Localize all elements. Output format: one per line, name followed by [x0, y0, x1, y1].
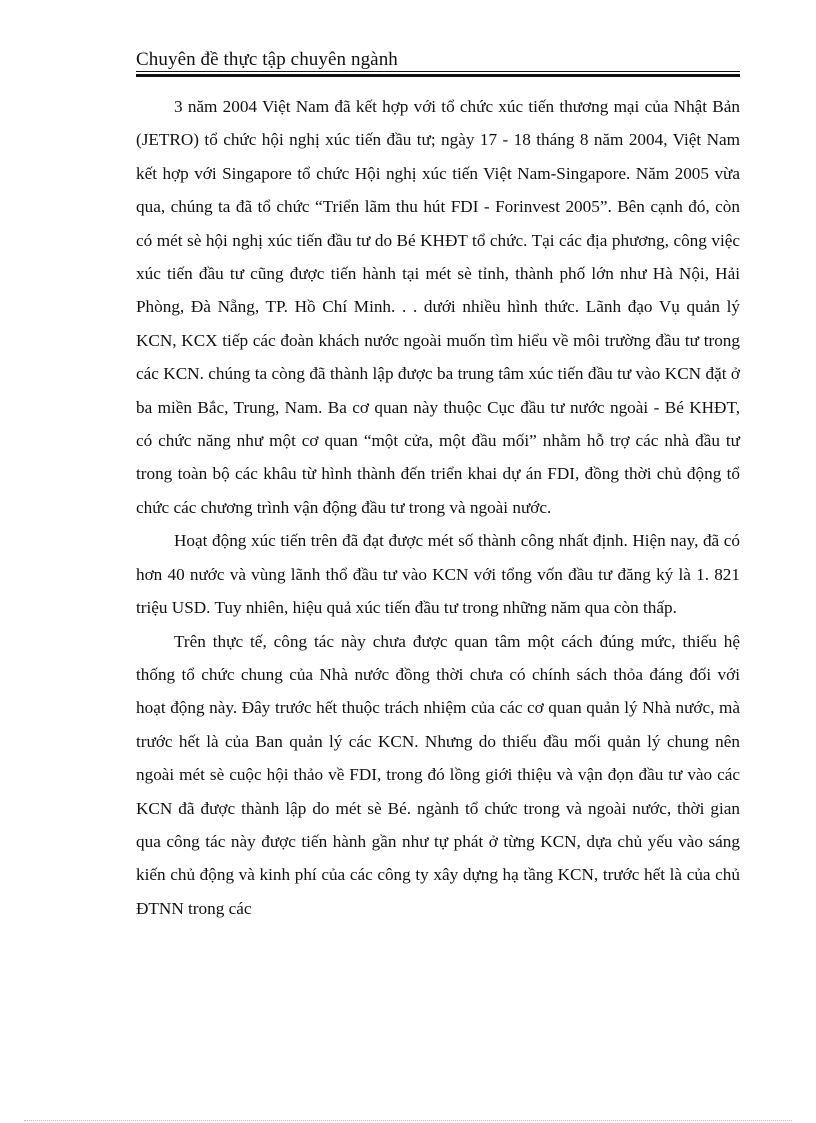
- page-header: [136, 48, 740, 72]
- header-rule-thick: [136, 74, 740, 77]
- header-rule-thin: [136, 71, 740, 72]
- paragraph-1: 3 năm 2004 Việt Nam đã kết hợp với tổ chức xúc tiến thương mại của Nhật Bản (JETRO) tổ chức hội nghị xúc tiến đầu tư; ngày 17 - 18 tháng 8 năm 2004, Việt Nam kết hợp với Singapore tổ chức Hội nghị xúc tiến Việt Nam-Singapore. Năm 2005 vừa qua, chúng ta đã tổ chức “Triển lãm thu hút FDI - Forinvest 2005”. Bên cạnh đó, còn có mét sè hội nghị xúc tiến đầu tư do Bé KHĐT tổ chức. Tại các địa phương, công việc xúc tiến đầu tư cũng được tiến hành tại mét sè tỉnh, thành phố lớn như Hà Nội, Hải Phòng, Đà Nẵng, TP. Hồ Chí Minh. . . dưới nhiều hình thức. Lãnh đạo Vụ quản lý KCN, KCX tiếp các đoàn khách nước ngoài muốn tìm hiểu về môi trường đầu tư trong các KCN. chúng ta còng đã thành lập được ba trung tâm xúc tiến đầu tư vào KCN đặt ở ba miền Bắc, Trung, Nam. Ba cơ quan này thuộc Cục đầu tư nước ngoài - Bé KHĐT, có chức năng như một cơ quan “một cửa, một đầu mối” nhằm hỗ trợ các nhà đầu tư trong toàn bộ các khâu từ hình thành đến triển khai dự án FDI, đồng thời chủ động tổ chức các chương trình vận động đầu tư trong và ngoài nước.: [136, 97, 740, 517]
- paragraph-3: Trên thực tế, công tác này chưa được quan tâm một cách đúng mức, thiếu hệ thống tổ chức chung của Nhà nước đồng thời chưa có chính sách thỏa đáng đối với hoạt động này. Đây trước hết thuộc trách nhiệm của các cơ quan quản lý Nhà nước, mà trước hết là của Ban quản lý các KCN. Nhưng do thiếu đầu mối quản lý chung nên ngoài mét sè cuộc hội thảo về FDI, trong đó lồng giới thiệu và vận đọn đầu tư vào các KCN đã được thành lập do mét sè Bé. ngành tổ chức trong và ngoài nước, thời gian qua công tác này được tiến hành gần như tự phát ở từng KCN, dựa chủ yếu vào sáng kiến chủ động và kinh phí của các công ty xây dựng hạ tầng KCN, trước hết là của chủ ĐTNN trong các: [136, 631, 740, 918]
- header-title: Chuyên đề thực tập chuyên ngành: [136, 49, 398, 70]
- paragraph-2: Hoạt động xúc tiến trên đã đạt được mét số thành công nhất định. Hiện nay, đã có hơn 40 nước và vùng lãnh thổ đầu tư vào KCN với tổng vốn đầu tư đăng ký là 1. 821 triệu USD. Tuy nhiên, hiệu quả xúc tiến đầu tư trong những năm qua còn thấp.: [136, 531, 740, 618]
- body-text: [136, 90, 740, 925]
- page-bottom-dotted-border: [24, 1120, 792, 1121]
